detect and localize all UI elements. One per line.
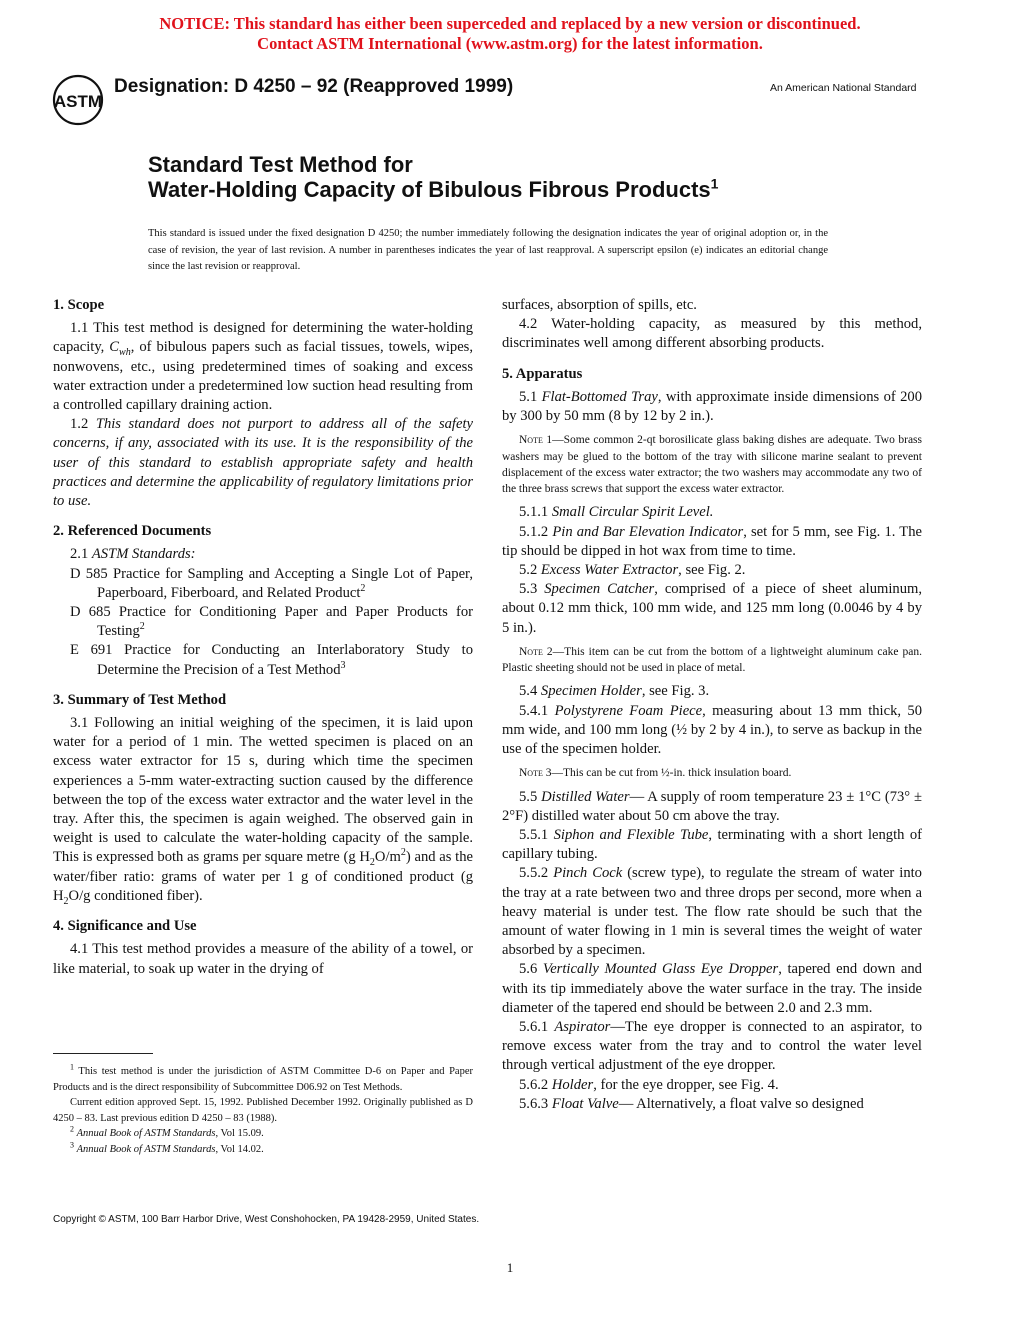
footnote-2: $^2$ Annual Book of ASTM Standards, Vol 15.09. (70, 1124, 264, 1139)
footnote-1-edition: Current edition approved Sept. 15, 1992. Published December 1992. Originally published as D 4250 – 83. Last previous edition D 4250 – 83 (1988). (53, 1097, 473, 1124)
title-footnote-mark: 1 (710, 175, 719, 192)
left-column (53, 296, 473, 979)
section-heading-summary: 3. Summary of Test Method (53, 691, 227, 708)
para-5-6-1: 5.6.1 Aspirator—The eye dropper is connected to an aspirator, to remove excess water from the tray and to control the water level through vertical adjustment of the eye dropper. (502, 1018, 922, 1074)
note-2: Note 2—This item can be cut from the bottom of a lightweight aluminum cake pan. Plastic sheeting should not be used in place of metal. (502, 645, 922, 675)
issuance-statement: This standard is issued under the fixed designation D 4250; the number immediately following the designation indicates the year of original adoption or, in the case of revision, the year of last revision. A number in parentheses indicates the year of last reapproval. A superscript epsilon (e) indicates an editorial change since the last revision or reapproval. (148, 228, 828, 272)
note-1: Note 1—Some common 2-qt borosilicate glass baking dishes are adequate. Two brass washers may be glued to the bottom of the tray with silicone marine sealant to prevent displacement of the excess water extractor; the two washers may accommodate any two of the three brass screws that support the excess water extractor. (502, 434, 922, 496)
reference-d685: D 685 Practice for Conditioning Paper and Paper Products for Testing$^2$ (70, 604, 473, 640)
para-5-3: 5.3 Specimen Catcher, comprised of a piece of sheet aluminum, about 0.12 mm thick, 100 mm wide, and 125 mm long (0.0046 by 4 by 5 in.). (502, 581, 922, 636)
para-5-1: 5.1 Flat-Bottomed Tray, with approximate inside dimensions of 200 by 300 by 50 mm (8 by 12 by 2 in.). (502, 388, 922, 425)
supersession-notice (0, 14, 1020, 54)
astm-logo-text: ASTM (53, 92, 103, 111)
footnote-3: $^3$ Annual Book of ASTM Standards, Vol 14.02. (70, 1140, 264, 1155)
para-5-5-2: 5.5.2 Pinch Cock (screw type), to regulate the stream of water into the tray at a rate between two and three drops per second, more when a heavy material is under test. The flow rate should be such that the amount of water flowing in 1 min is several times the weight of water absorbed by a specimen. (502, 865, 922, 959)
para-1-2: 1.2 This standard does not purport to address all of the safety concerns, if any, associated with its use. It is the responsibility of the user of this standard to establish appropriate safety and health practices and determine the applicability of regulatory limitations prior to use. (53, 416, 473, 510)
para-4-1-continued: surfaces, absorption of spills, etc. (502, 297, 697, 313)
title-line-2: Water-Holding Capacity of Bibulous Fibrous Products$^1$ (148, 175, 719, 202)
notice-line-1: NOTICE: This standard has either been superceded and replaced by a new version or discontinued. (159, 14, 861, 33)
astm-logo (52, 74, 104, 126)
copyright: Copyright © ASTM, 100 Barr Harbor Drive, West Conshohocken, PA 19428-2959, United States. (53, 1214, 480, 1225)
section-heading-scope: 1. Scope (53, 297, 105, 313)
designation: Designation: D 4250 – 92 (Reapproved 1999) (114, 76, 514, 97)
notice-line-2: Contact ASTM International (www.astm.org) for the latest information. (257, 34, 763, 53)
reference-d585: D 585 Practice for Sampling and Accepting a Single Lot of Paper, Paperboard, Fiberboard, and Related Product$^2$ (70, 565, 473, 601)
para-3-1: 3.1 Following an initial weighing of the specimen, it is laid upon water for a period of 1 min. The wetted specimen is placed on an excess water extractor for 15 s, during which time the specimen experiences a 5-mm water-extracting suction caused by the difference between the top of the excess water extractor and the water level in the tray. After this, the specimen is again weighed. The observed gain in weight is used to calculate the water-holding capacity of the sample. This is expressed both as grams per square metre (g $H_2O/m^2$) and as the water/fiber ratio: grams of water per 1 g of conditioned product (g $H_2O/g$ conditioned fiber). (53, 715, 473, 907)
para-4-2: 4.2 Water-holding capacity, as measured by this method, discriminates well among different absorbing products. (502, 316, 922, 352)
para-1-1: 1.1 This test method is designed for determining the water-holding capacity, $C_{wh}$, of bibulous papers such as facial tissues, towels, wipes, nonwovens, etc., using predetermined times of soaking and excess water extraction under a predetermined low suction head resulting from a controlled capillary draining action. (53, 320, 473, 414)
section-heading-significance: 4. Significance and Use (53, 918, 197, 935)
para-5-2: 5.2 Excess Water Extractor, see Fig. 2. (519, 562, 746, 579)
para-5-1-1: 5.1.1 Small Circular Spirit Level. (519, 504, 714, 521)
footnote-rule (53, 1053, 153, 1054)
para-5-5: 5.5 Distilled Water— A supply of room temperature 23 ± 1°C (73° ± 2°F) distilled water about 50 cm above the tray. (502, 788, 923, 824)
document-title (148, 152, 718, 202)
right-column (502, 296, 922, 1114)
reference-e691: E 691 Practice for Conducting an Interlaboratory Study to Determine the Precision of a Test Method$^3$ (70, 642, 473, 678)
title-line-1: Standard Test Method for (148, 152, 413, 177)
footnotes (53, 1064, 473, 1157)
section-heading-referenced-documents: 2. Referenced Documents (53, 523, 212, 540)
para-5-1-2: 5.1.2 Pin and Bar Elevation Indicator, set for 5 mm, see Fig. 1. The tip should be dipped in hot wax from time to time. (502, 523, 922, 559)
para-4-1: 4.1 This test method provides a measure of the ability of a towel, or like material, to soak up water in the drying of (53, 941, 473, 977)
para-5-5-1: 5.5.1 Siphon and Flexible Tube, terminating with a short length of capillary tubing. (502, 826, 922, 863)
para-2-1: 2.1 ASTM Standards: (70, 546, 196, 563)
american-national-standard: An American National Standard (770, 82, 917, 94)
para-5-6-2: 5.6.2 Holder, for the eye dropper, see Fig. 4. (519, 1076, 779, 1093)
footnote-1: $^1$ This test method is under the jurisdiction of ASTM Committee D-6 on Paper and Paper Products and is the direct responsibility of Subcommittee D06.92 on Test Methods. (53, 1062, 473, 1093)
para-5-4: 5.4 Specimen Holder, see Fig. 3. (519, 683, 710, 700)
note-3: Note 3—This can be cut from ½-in. thick insulation board. (519, 767, 792, 780)
section-heading-apparatus: 5. Apparatus (502, 365, 583, 382)
para-5-6: 5.6 Vertically Mounted Glass Eye Dropper, tapered end down and with its tip immediately above the water surface in the tray. The inside diameter of the tapered end should be between 2.0 and 2.3 mm. (502, 961, 922, 1016)
para-5-4-1: 5.4.1 Polystyrene Foam Piece, measuring about 13 mm thick, 50 mm wide, and 100 mm long (½ by 2 by 4 in.), to serve as backup in the use of the specimen holder. (502, 702, 922, 758)
para-5-6-3: 5.6.3 Float Valve— Alternatively, a float valve so designed (519, 1095, 864, 1112)
page-number: 1 (506, 1260, 514, 1275)
